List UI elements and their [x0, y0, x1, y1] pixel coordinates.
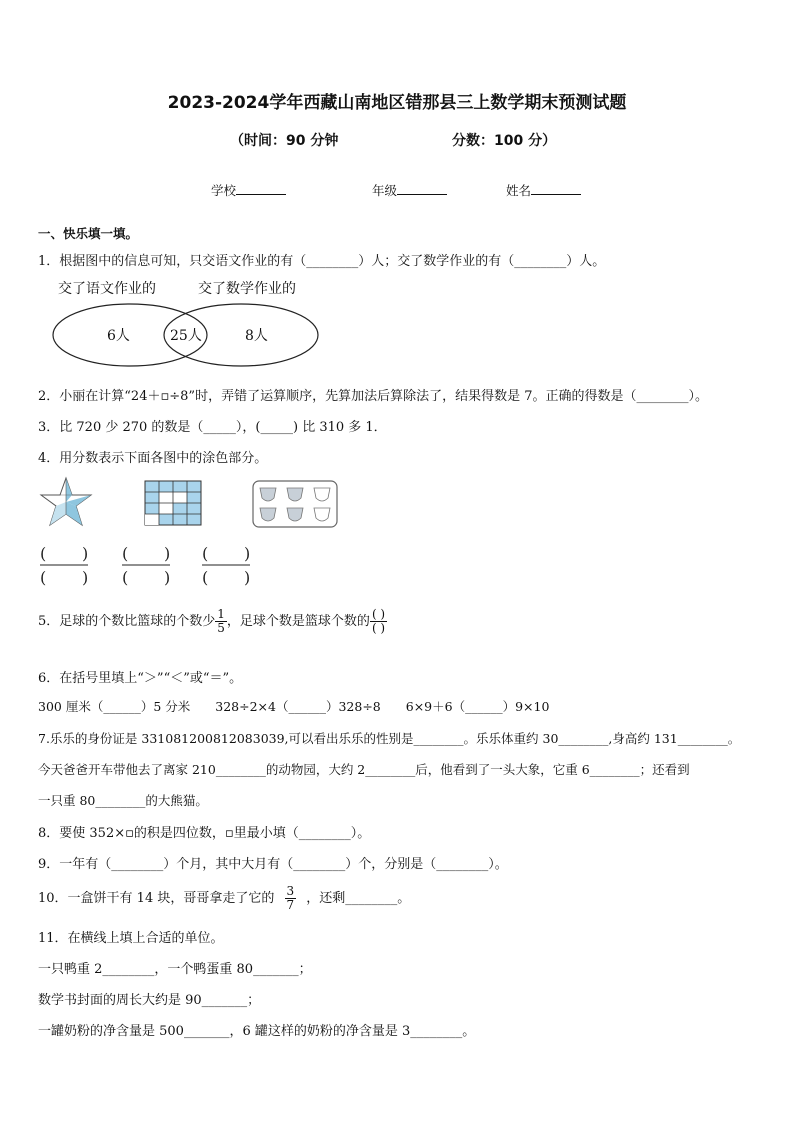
star-shaded-3 [66, 502, 82, 525]
school-blank[interactable] [236, 182, 286, 195]
question-6-items: 300 厘米（______）5 分米 328÷2×4（______）328÷8 6×9＋6（______）9×10 [38, 699, 550, 714]
question-9: 9．一年有（________）个月，其中大月有（________）个，分别是（________）。 [38, 857, 508, 872]
school-label: 学校 [211, 183, 237, 198]
svg-text:(: ( [40, 568, 47, 587]
grade-field [372, 181, 447, 199]
strawberry-row-1 [260, 488, 330, 501]
question-11: 11．在横线上填上合适的单位。 [38, 931, 224, 946]
svg-text:): ) [244, 568, 251, 587]
question-1: 1．根据图中的信息可知，只交语文作业的有（________）人；交了数学作业的有（________）人。 [38, 254, 606, 269]
star-shaded-4 [50, 502, 66, 525]
name-blank[interactable] [531, 182, 581, 195]
svg-text:(: ( [122, 544, 129, 563]
q5-answer-fraction[interactable] [370, 608, 387, 635]
grade-label: 年级 [372, 183, 398, 198]
q10-fraction [285, 885, 297, 912]
question-11-line-3: 一罐奶粉的净含量是 500_______，6 罐这样的奶粉的净含量是 3________。 [38, 1024, 476, 1039]
page-title: 2023-2024学年西藏山南地区错那县三上数学期末预测试题 [167, 93, 627, 113]
question-3: 3．比 720 少 270 的数是（_____），(_____) 比 310 多 1． [38, 420, 387, 435]
grid-blank-cell-4 [145, 514, 159, 525]
question-7-line-1: 7.乐乐的身份证是 331081200812083039,可以看出乐乐的性别是________。乐乐体重约 30________,身高约 131________。 [38, 731, 741, 746]
svg-text:(: ( [122, 568, 129, 587]
q4-answer-fractions[interactable] [38, 543, 258, 587]
svg-text:(: ( [40, 544, 47, 563]
question-7-line-3: 一只重 80________的大熊猫。 [38, 793, 208, 808]
grid-figure [144, 480, 202, 526]
venn-both: 25人 [170, 328, 202, 344]
venn-left-only: 6人 [107, 328, 130, 344]
section-heading: 一、快乐填一填。 [38, 226, 139, 241]
svg-text:): ) [164, 544, 171, 563]
svg-text:(: ( [202, 568, 209, 587]
svg-text:): ) [164, 568, 171, 587]
grid-blank-cell-2 [173, 492, 187, 503]
question-6: 6．在括号里填上“＞”“＜”或“＝”。 [38, 671, 243, 686]
venn-right-only: 8人 [245, 328, 268, 344]
question-4: 4．用分数表示下面各图中的涂色部分。 [38, 451, 268, 466]
strawberry-figure [252, 480, 338, 528]
grade-blank[interactable] [397, 182, 447, 195]
venn-label-math: 交了数学作业的 [198, 281, 296, 297]
q10-text-a: 10．一盒饼干有 14 块，哥哥拿走了它的 [38, 891, 275, 906]
grid-blank-cell-3 [159, 503, 173, 514]
name-label: 姓名 [506, 183, 532, 198]
svg-text:): ) [82, 568, 89, 587]
q5-frac-den: 5 [217, 621, 225, 635]
exam-time: （时间：90 分钟 [230, 133, 339, 149]
question-11-line-1: 一只鸭重 2________，一个鸭蛋重 80_______； [38, 962, 312, 977]
question-7-line-2: 今天爸爸开车带他去了离家 210________的动物园，大约 2________后，他看到了一头大象，它重 6________；还看到 [38, 762, 690, 777]
svg-text:): ) [244, 544, 251, 563]
q10-frac-den: 7 [286, 898, 295, 912]
star-figure [38, 476, 94, 528]
question-5 [38, 608, 387, 635]
question-2: 2．小丽在计算“24＋▫÷8”时，弄错了运算顺序，先算加法后算除法了，结果得数是 7。正确的得数是（________）。 [38, 389, 708, 404]
question-11-line-2: 数学书封面的周长大约是 90_______； [38, 993, 261, 1008]
q5-text-b: ，足球个数是篮球个数的 [226, 614, 370, 629]
q10-text-b: ，还剩________。 [306, 891, 411, 906]
grid-blank-cell-1 [159, 492, 173, 503]
q5-text-a: 5．足球的个数比篮球的个数少 [38, 614, 216, 629]
school-field [211, 181, 286, 199]
q10-frac-num: 3 [286, 884, 295, 898]
question-8: 8．要使 352×▫的积是四位数，▫里最小填（________）。 [38, 826, 371, 841]
svg-text:(: ( [202, 544, 209, 563]
q5-frac-num: 1 [217, 607, 225, 621]
venn-label-chinese: 交了语文作业的 [58, 281, 156, 297]
exam-score: 分数：100 分） [452, 133, 557, 149]
strawberry-row-2 [260, 508, 330, 521]
q5-fraction [215, 608, 227, 635]
name-field [506, 181, 581, 199]
q5-answer-num: ( ) [371, 607, 386, 621]
svg-text:): ) [82, 544, 89, 563]
question-10 [38, 885, 410, 912]
q5-answer-den: ( ) [371, 621, 386, 635]
